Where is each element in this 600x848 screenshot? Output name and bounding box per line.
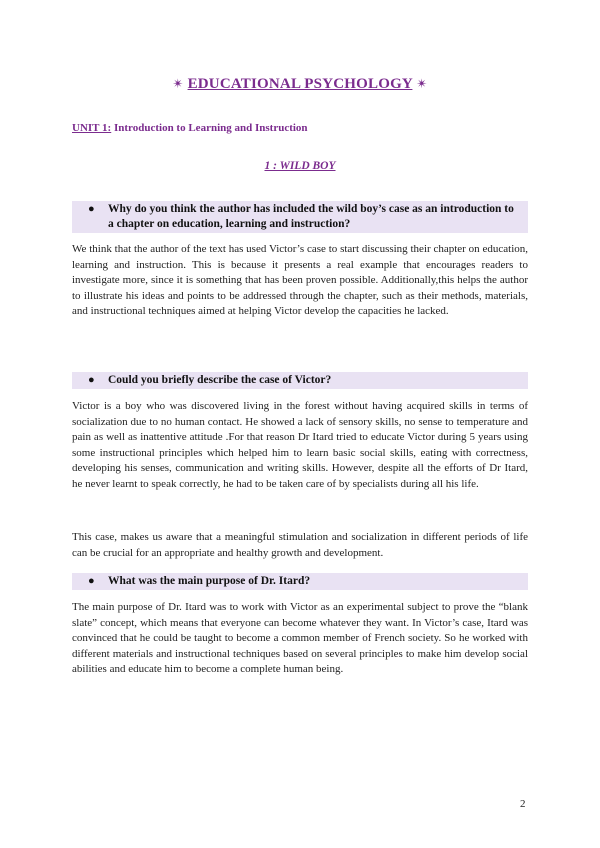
- star-icon: ✴: [172, 76, 184, 91]
- document-title: [0, 76, 600, 93]
- answer-paragraph: Victor is a boy who was discovered living in the forest without having acquired skills in terms of socialization due to no human contact. He showed a lack of sensory skills, no sense to temperature and pain as well as inattentive attitude .For that reason Dr Itard tried to educate Victor during 5 years using some instructional principles which helped him to learn basic social skills, eating with correctness, developing his senses, communication and writing skills. However, despite all the efforts of Dr Itard, he never learnt to speak correctly, he had to be taken care of by specialists during all his life.: [72, 400, 528, 490]
- bullet-icon: ●: [88, 203, 95, 215]
- answer-paragraph: This case, makes us aware that a meaningful stimulation and socialization in different periods of life can be crucial for an appropriate and healthy growth and development.: [72, 531, 528, 559]
- star-icon: ✴: [416, 76, 428, 91]
- answer-paragraph: The main purpose of Dr. Itard was to work with Victor as an experimental subject to prove the “blank slate” concept, which means that everyone can become whatever they want. In Victor’s case, Itard was convinced that he could be taught to become a common member of French society. So he worked with different materials and instructional techniques based on several principles to make him develop social abilities and educate him to become a complete human being.: [72, 601, 528, 676]
- title-text: EDUCATIONAL PSYCHOLOGY: [187, 76, 413, 92]
- question-text: Why do you think the author has included the wild boy’s case as an introduction to a chapter on education, learning and instruction?: [108, 203, 514, 230]
- question-3: [72, 573, 528, 590]
- question-2: [72, 372, 528, 389]
- section-title: 1 : WILD BOY: [264, 160, 336, 172]
- question-text: What was the main purpose of Dr. Itard?: [108, 575, 311, 587]
- unit-label: UNIT 1:: [72, 122, 112, 134]
- bullet-icon: ●: [88, 374, 95, 386]
- question-1: [72, 201, 528, 233]
- bullet-icon: ●: [88, 575, 95, 587]
- unit-heading: [72, 122, 308, 134]
- unit-title: Introduction to Learning and Instruction: [113, 122, 308, 134]
- page-number: 2: [520, 798, 526, 810]
- question-text: Could you briefly describe the case of Victor?: [108, 374, 332, 386]
- answer-paragraph: We think that the author of the text has used Victor’s case to start discussing their chapter on education, learning and instruction. This is because it presents a real example that encourages readers to investigate more, since it is something that has been proven possible. Additionally,this helps the author to illustrate his ideas and points to be addressed through the chapter, such as their methods, materials, and instructional techniques aimed at helping Victor develop the capacities he lacked.: [72, 243, 528, 318]
